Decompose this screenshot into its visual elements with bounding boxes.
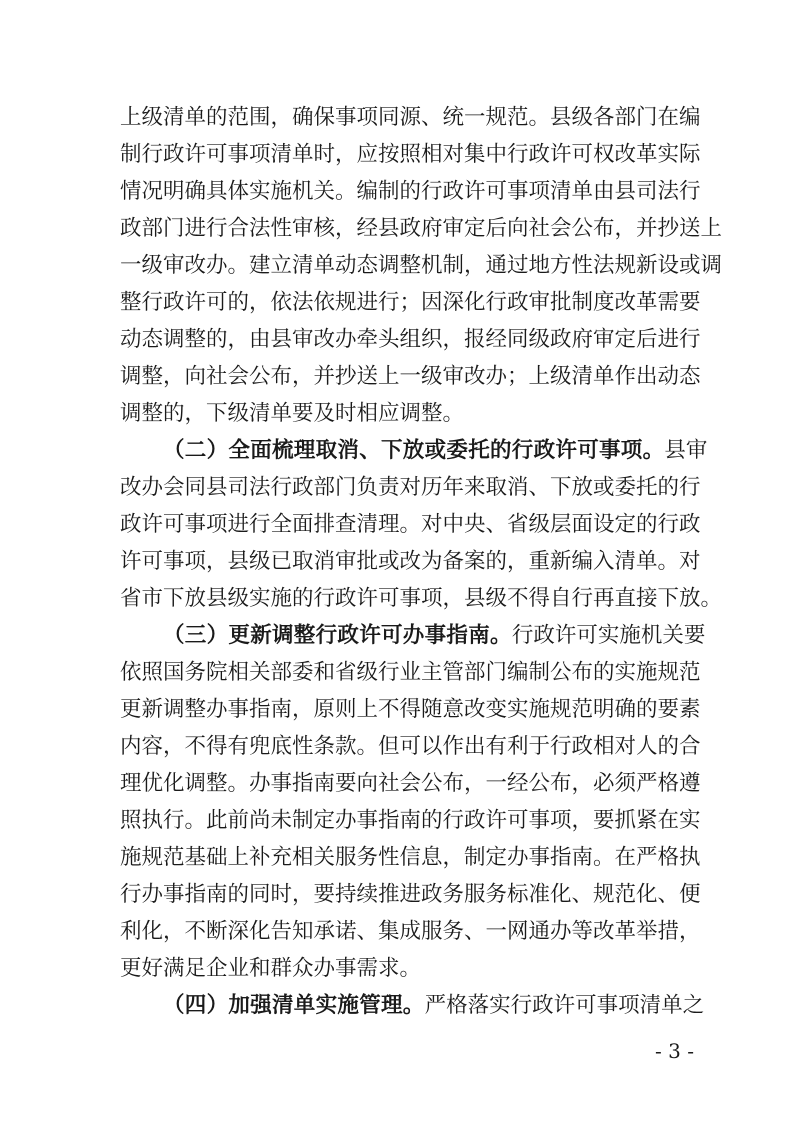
section-3-text: 行政许可实施机关要 (511, 623, 706, 648)
section-3-first-line (163, 618, 706, 654)
section-4-text: 严格落实行政许可事项清单之 (424, 993, 705, 1018)
paragraph-line: 行办事指南的同时，要持续推进政务服务标准化、规范化、便 (120, 882, 701, 907)
section-2-text: 县审 (664, 438, 708, 463)
paragraph-line: 许可事项，县级已取消审批或改为备案的，重新编入清单。对 (120, 549, 701, 574)
paragraph-line: 内容，不得有兜底性条款。但可以作出有利于行政相对人的合 (120, 734, 701, 759)
paragraph-line: 施规范基础上补充相关服务性信息，制定办事指南。在严格执 (120, 845, 701, 870)
paragraph-line: 理优化调整。办事指南要向社会公布，一经公布，必须严格遵 (120, 771, 701, 796)
section-4-first-line (163, 988, 705, 1024)
paragraph-line: 一级审改办。建立清单动态调整机制，通过地方性法规新设或调 (120, 253, 723, 278)
paragraph-line: 利化，不断深化告知承诺、集成服务、一网通办等改革举措， (120, 919, 701, 944)
paragraph-line: 政部门进行合法性审核，经县政府审定后向社会公布，并抄送上 (120, 216, 723, 241)
section-3-heading: （三）更新调整行政许可办事指南。 (163, 623, 512, 648)
paragraph-line: 更好满足企业和群众办事需求。 (120, 956, 422, 981)
paragraph-line: 调整的，下级清单要及时相应调整。 (120, 401, 465, 426)
paragraph-line: 调整，向社会公布，并抄送上一级审改办；上级清单作出动态 (120, 364, 701, 389)
paragraph-line: 整行政许可的，依法依规进行；因深化行政审批制度改革需要 (120, 290, 701, 315)
paragraph-line: 省市下放县级实施的行政许可事项，县级不得自行再直接下放。 (120, 586, 723, 611)
paragraph-line: 依照国务院相关部委和省级行业主管部门编制公布的实施规范 (120, 660, 701, 685)
section-2-first-line (163, 433, 708, 469)
paragraph-line: 上级清单的范围，确保事项同源、统一规范。县级各部门在编 (120, 105, 701, 130)
paragraph-line: 改办会同县司法行政部门负责对历年来取消、下放或委托的行 (120, 475, 701, 500)
paragraph-line: 政许可事项进行全面排查清理。对中央、省级层面设定的行政 (120, 512, 701, 537)
section-2-heading: （二）全面梳理取消、下放或委托的行政许可事项。 (163, 438, 665, 463)
paragraph-line: 动态调整的，由县审改办牵头组织，报经同级政府审定后进行 (120, 327, 701, 352)
page-number: - 3 - (655, 1039, 694, 1063)
paragraph-line: 情况明确具体实施机关。编制的行政许可事项清单由县司法行 (120, 179, 701, 204)
paragraph-line: 更新调整办事指南，原则上不得随意改变实施规范明确的要素 (120, 697, 701, 722)
section-4-heading: （四）加强清单实施管理。 (163, 993, 425, 1018)
paragraph-line: 照执行。此前尚未制定办事指南的行政许可事项，要抓紧在实 (120, 808, 701, 833)
paragraph-line: 制行政许可事项清单时，应按照相对集中行政许可权改革实际 (120, 142, 701, 167)
